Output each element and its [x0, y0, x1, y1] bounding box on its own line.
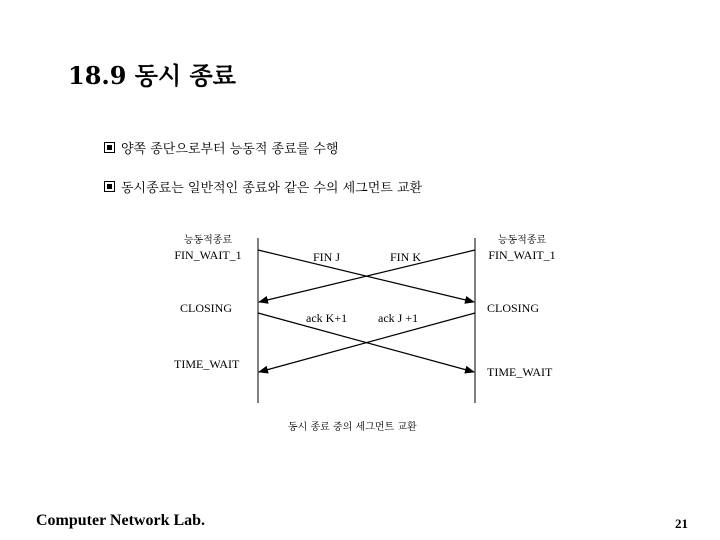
left-active-close-label: 능동적종료: [183, 235, 233, 246]
message-fin-j: FIN J: [313, 250, 341, 264]
left-state-time-wait: TIME_WAIT: [174, 357, 240, 371]
right-state-fin-wait-1: [484, 234, 560, 262]
footer-lab-name: Computer Network Lab.: [36, 512, 206, 529]
page-number: 21: [675, 516, 688, 531]
left-state-closing: CLOSING: [180, 301, 233, 315]
left-state-fin-wait-1: [170, 234, 246, 262]
left-fin-wait-1-label: FIN_WAIT_1: [174, 248, 242, 262]
diagram-caption: 동시 종료 중의 세그먼트 교환: [288, 422, 417, 433]
message-ack-j: ack J +1: [378, 311, 419, 325]
right-state-closing: CLOSING: [487, 301, 540, 315]
right-state-time-wait: TIME_WAIT: [487, 365, 553, 379]
bullet-2-text: 동시종료는 일반적인 종료와 같은 수의 세그먼트 교환: [121, 181, 423, 196]
message-fin-k: FIN K: [390, 250, 422, 264]
message-ack-k: ack K+1: [306, 311, 348, 325]
bullet-1-text: 양쪽 종단으로부터 능동적 종료를 수행: [121, 142, 339, 157]
right-fin-wait-1-label: FIN_WAIT_1: [488, 248, 556, 262]
slide-title: 18.9 동시 종료: [68, 61, 236, 90]
right-active-close-label: 능동적종료: [497, 235, 547, 246]
